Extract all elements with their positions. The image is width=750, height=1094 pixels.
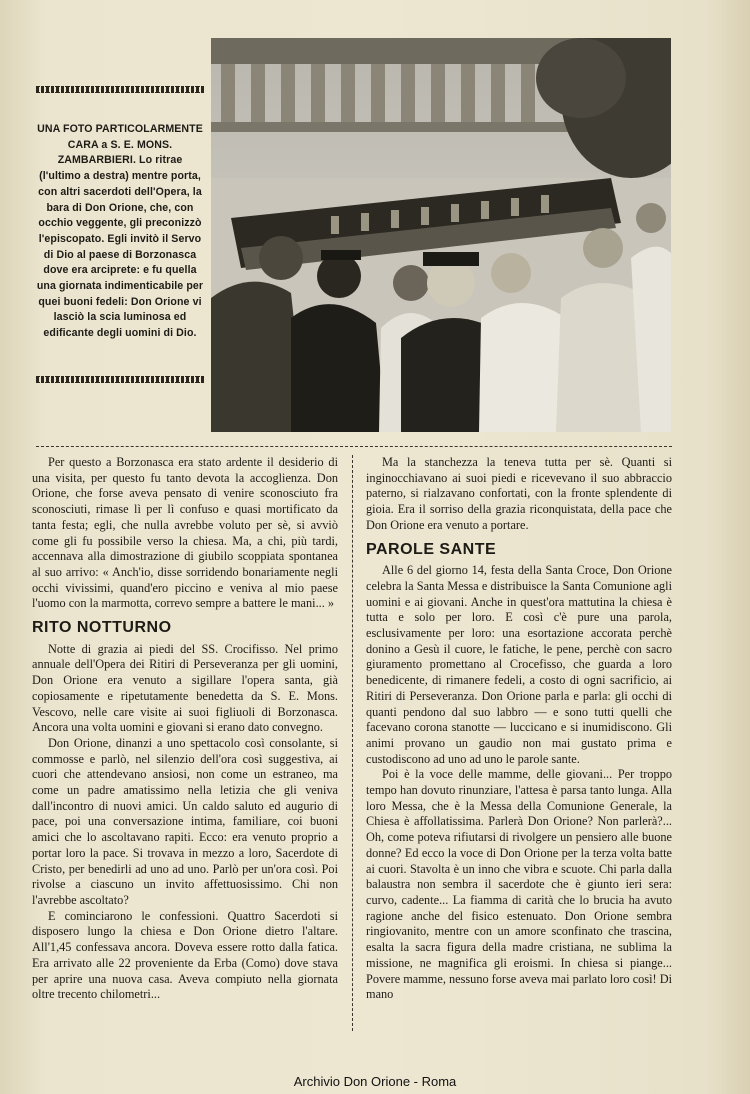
right-column <box>366 455 672 1003</box>
left-intro-paragraph: Per questo a Borzonasca era stato ardente il desiderio di una visita, per questo fu tanto devota la accoglienza. Don Orione, che forse aveva pensato di venire sconosciuto fra sconosciuti, rimase lì per lì confuso e quasi mortificato da tanta festa; egli, che nulla avrebbe voluto per sè, si avviò come gli fu possibile verso la chiesa. Ma, a chi, più tardi, accennava alla dimostrazione di giubilo scoppiata spontanea al suo arrivo: « Anch'io, disse sorridendo bonariamente negli occhi vivissimi, quand'ero piccino e veniva al mio paese l'uomo con la marmotta, correvo sempre a battere le mani... » <box>32 455 338 611</box>
right-intro-paragraph: Ma la stanchezza la teneva tutta per sè. Quanti si inginocchiavano ai suoi piedi e ricevevano il suo abbraccio paterno, si rialzavano confortati, con la fronte splendente di gioia. Era il sorriso della grazia riconquistata, della pace che Don Orione era venuto a portare. <box>366 455 672 532</box>
left-column <box>32 455 338 1003</box>
left-paragraph-3: E cominciarono le confessioni. Quattro Sacerdoti si disposero lungo la chiesa e Don Orione dietro l'altare. All'1,45 confessava ancora. Doveva essere rotto dalla fatica. Era arrivato alle 22 proveniente da Erba (Como) dove stava per aprire una nuova casa. Aveva compiuto nella giornata oltre trecento chilometri... <box>32 908 338 1002</box>
heading-parole-sante: PAROLE SANTE <box>366 540 497 558</box>
photo-illustration <box>211 38 671 432</box>
caption-top-rule <box>36 86 204 93</box>
caption-bottom-rule <box>36 376 204 383</box>
column-divider <box>352 455 353 1031</box>
heading-rito-notturno: RITO NOTTURNO <box>32 619 172 637</box>
right-paragraph-1: Alle 6 del giorno 14, festa della Santa Croce, Don Orione celebra la Santa Messa e distribuisce la Santa Comunione agli uomini e ai giovani. Anche in quest'ora mattutina la chiesa è tutta e solo per loro. E così c'è pure una parola, esclusivamente per loro: una esortazione accorata perchè donino a Gesù il cuore, le fatiche, le pene, perchè con sacro giuramento promettano al Crocefisso, che guarda a loro benedicente, di rimanere fedeli, a costo di ogni sacrificio, ai Ritiri di Perseveranza. Don Orione parla e parla: gli occhi di quanti pendono dal suo labbro — e sono tutti quelli che facevano corona stanotte — luccicano e si inumidiscono. Gli animi provano un gaudio non mai gustato prima e custodiscono ad uno ad uno le parole sante. <box>366 563 672 766</box>
section-divider <box>36 446 672 448</box>
archive-footer: Archivio Don Orione - Roma <box>293 1074 457 1089</box>
photo-caption: UNA FOTO PARTICOLARMENTE CARA a S. E. MONS. ZAMBARBIERI. Lo ritrae (l'ultimo a destra) mentre porta, con altri sacerdoti dell'Opera, la bara di Don Orione, che, con occhio veggente, gli preconizzò l'episcopato. Egli invitò il Servo di Dio al paese di Borzonasca dove era arciprete: e fu quella una giornata indimenticabile per quei buoni fedeli: Don Orione vi lasciò la scia luminosa ed edificante degli uomini di Dio. <box>36 123 204 340</box>
left-paragraph-2: Don Orione, dinanzi a uno spettacolo così consolante, si commosse e parlò, nel silenzio dell'ora così suggestiva, ai cuori che attendevano ansiosi, non come un estraneo, ma come un padre amatissimo nella letizia che gli veniva dall'incontro di nuovi amici. Un caldo saluto ed augurio di pace, poi una conversazione intima, familiare, coi buoni amici che lo ascoltavano rapiti. Ecco: era venuto proprio a portar loro la pace. Si trovava in mezzo a loro, Sacerdote di Cristo, per benedirli ad uno ad uno. Parlò per un'ora così. Poi rivolse a ciascuno un invito affettuosissimo. Chi non l'avrebbe ascoltato? <box>32 735 338 907</box>
funeral-procession-photo <box>211 38 671 432</box>
left-paragraph-1: Notte di grazia ai piedi del SS. Crocifisso. Nel primo annuale dell'Opera dei Ritiri di Perseveranza per gli uomini, Don Orione era venuto a sigillare l'opera santa, già copiosamente e ripetutamente benedetta da S. E. Mons. Vescovo, nelle care visite ai suoi figliuoli di Borzonasca. Ancora una volta uomini e giovani si erano dato convegno. <box>32 641 338 735</box>
right-paragraph-2: Poi è la voce delle mamme, delle giovani... Per troppo tempo han dovuto rinunziare, l'attesa è parsa tanto lunga. Alla loro Messa, che è la Messa della Comunione Generale, la Chiesa è affollatissima. Parlerà Don Orione? Non parlerà?... Oh, come poteva rifiutarsi di rivolgere un pensiero alle buone donne? Ed ecco la voce di Don Orione per la terza volta batte ai cuori. Stavolta è un inno che vibra e scuote. Chi parla dalla balaustra non sembra il sacerdote che è giunto ieri sera: curvo, cadente... La fiamma di carità che lo brucia ha avuto ragione anche del fisico estenuato. Don Orione sembra ringiovanito, mentre con un amore sconfinato che trascina, esalta la sacra figura della madre cristiana, ne sublima la missione, ne magnifica gli eroismi. In chiesa si piange... Povere mamme, nessuno forse aveva mai parlato loro così! Di mano <box>366 767 672 1002</box>
